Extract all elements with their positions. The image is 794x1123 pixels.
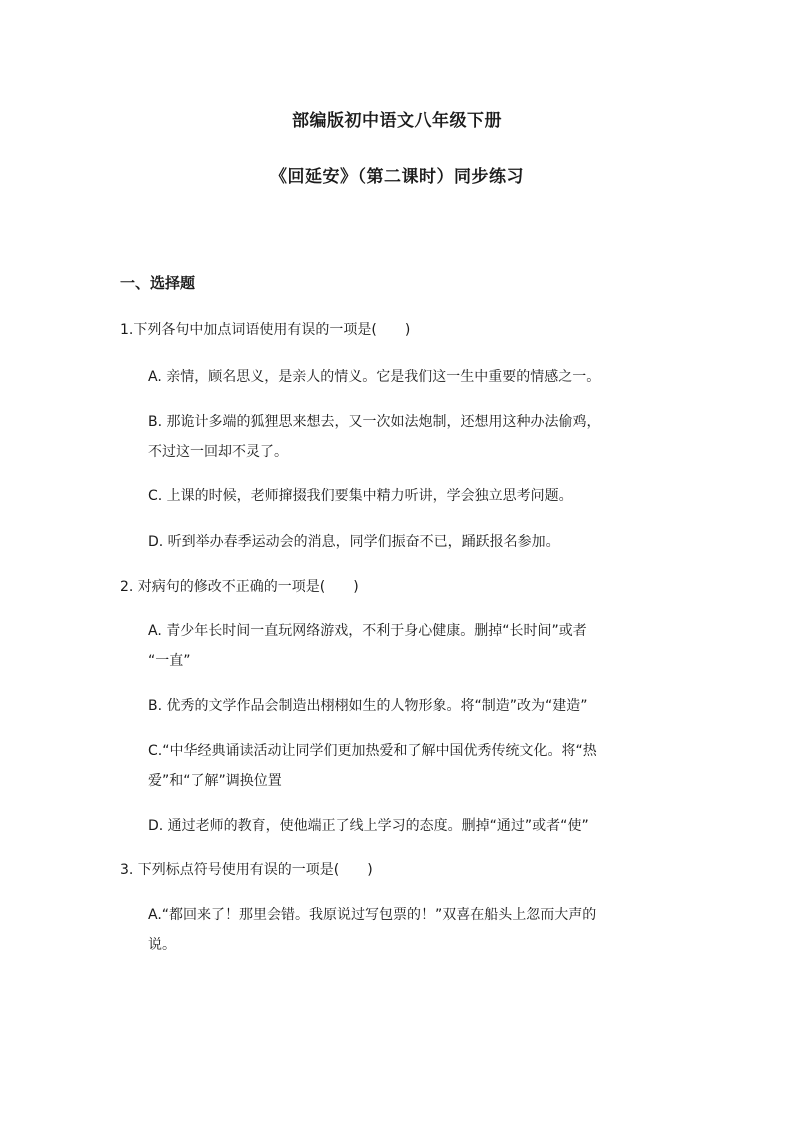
- question-2-stem: 2. 对病句的修改不正确的一项是( ): [120, 579, 359, 595]
- question-2-option-a: A. 青少年长时间一直玩网络游戏，不利于身心健康。删掉“长时间”或者: [148, 623, 587, 639]
- question-1-option-b-cont: 不过这一回却不灵了。: [148, 444, 288, 460]
- question-2-option-b: B. 优秀的文学作品会制造出栩栩如生的人物形象。将“制造”改为“建造”: [148, 698, 588, 714]
- question-2-option-d: D. 通过老师的教育，使他端正了线上学习的态度。删掉“通过”或者“使”: [148, 818, 589, 834]
- document-subtitle: 《回延安》（第二课时）同步练习: [270, 167, 524, 187]
- question-1-option-a: A. 亲情，顾名思义，是亲人的情义。它是我们这一生中重要的情感之一。: [148, 369, 601, 385]
- question-2-option-c: C.“中华经典诵读活动让同学们更加热爱和了解中国优秀传统文化。将“热: [148, 743, 597, 759]
- question-1-stem: 1.下列各句中加点词语使用有误的一项是( ): [120, 322, 411, 338]
- question-1-option-d: D. 听到举办春季运动会的消息，同学们振奋不已，踊跃报名参加。: [148, 534, 560, 550]
- question-2-option-c-cont: 爱”和“了解”调换位置: [148, 773, 282, 789]
- question-3-option-a: A.“都回来了！那里会错。我原说过写包票的！”双喜在船头上忽而大声的: [148, 907, 597, 923]
- question-1-option-c: C. 上课的时候，老师撺掇我们要集中精力听讲，学会独立思考问题。: [148, 488, 573, 504]
- document-title: 部编版初中语文八年级下册: [292, 111, 502, 131]
- question-3-option-a-cont: 说。: [148, 937, 176, 953]
- section-heading: 一、选择题: [120, 274, 196, 292]
- question-1-option-b: B. 那诡计多端的狐狸思来想去，又一次如法炮制，还想用这种办法偷鸡，: [148, 414, 601, 430]
- question-3-stem: 3. 下列标点符号使用有误的一项是( ): [120, 862, 373, 878]
- question-2-option-a-cont: “一直”: [148, 653, 191, 669]
